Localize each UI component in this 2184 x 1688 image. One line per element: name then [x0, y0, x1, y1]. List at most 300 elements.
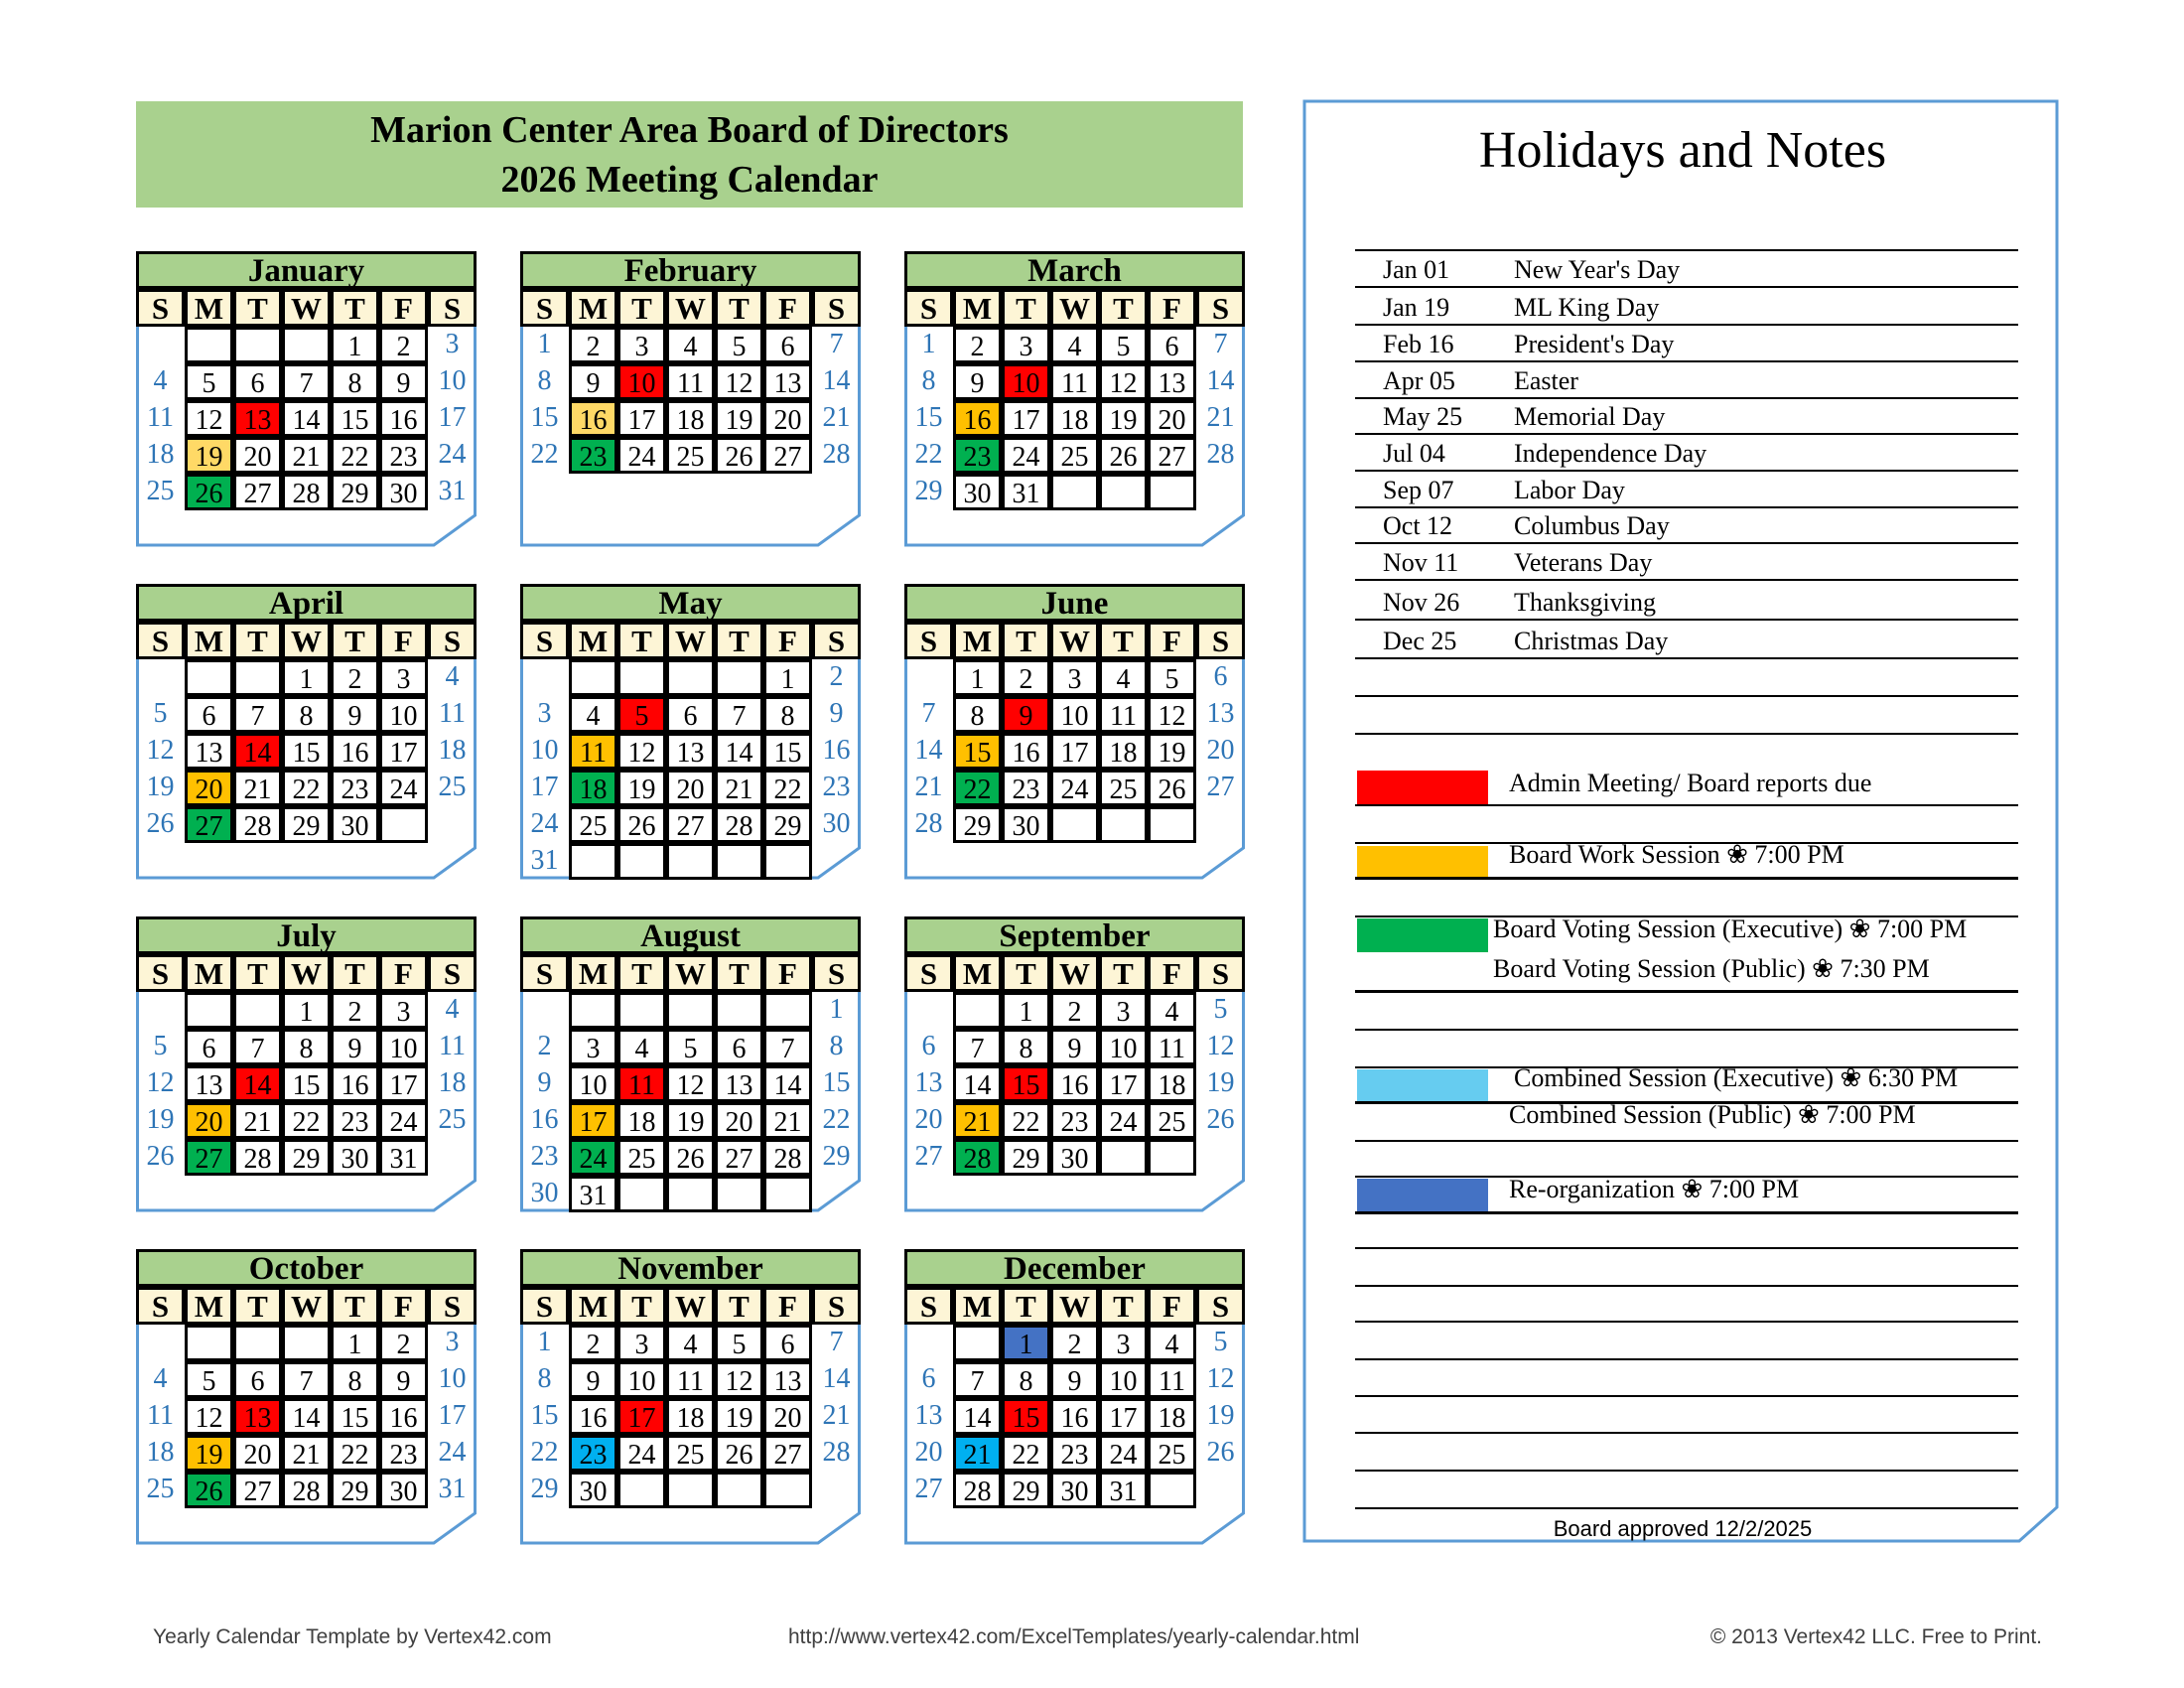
day-cell: 30	[331, 806, 379, 843]
day-cell: 26	[617, 806, 666, 843]
day-cell: 8	[282, 1029, 331, 1065]
weekday-header	[136, 1287, 477, 1325]
day-cell: 2	[569, 327, 617, 363]
day-cell: 9	[379, 1361, 428, 1398]
weekday-label: W	[282, 622, 331, 659]
holiday-date: Jan 01	[1383, 255, 1450, 284]
day-cell: 18	[146, 439, 175, 470]
day-cell: 19	[146, 772, 175, 802]
day-cell: 30	[379, 474, 428, 510]
weekday-label: F	[379, 954, 428, 992]
weekday-label: M	[185, 1287, 233, 1325]
legend-swatch-combined	[1357, 1069, 1488, 1103]
day-cell: 18	[666, 400, 715, 437]
day-cell: 6	[921, 1031, 936, 1061]
day-cell: 25	[666, 437, 715, 474]
day-cell: 4	[1099, 659, 1148, 696]
day-cell: 5	[1148, 659, 1196, 696]
day-cell: 27	[185, 806, 233, 843]
day-cell: 12	[146, 735, 175, 766]
day-cell: 8	[953, 696, 1002, 733]
holiday-row	[1355, 288, 2018, 326]
day-cell: 11	[617, 1065, 666, 1102]
day-cell: 19	[1148, 733, 1196, 770]
day-cell: 27	[666, 806, 715, 843]
empty-day-cell	[136, 992, 185, 1029]
day-cell: 28	[233, 806, 282, 843]
weekday-label: T	[233, 622, 282, 659]
day-cell: 24	[379, 1102, 428, 1139]
day-cell: 19	[715, 1398, 763, 1435]
day-cell: 1	[763, 659, 812, 696]
month-calendar	[520, 251, 861, 547]
empty-day-cell	[1148, 1472, 1196, 1508]
day-cell: 25	[146, 1474, 175, 1504]
holiday-row	[1355, 325, 2018, 362]
day-cell: 7	[953, 1361, 1002, 1398]
day-cell: 28	[822, 439, 851, 470]
weekday-label: F	[1148, 622, 1196, 659]
day-cell: 21	[822, 1400, 851, 1431]
notes-rule	[1355, 1140, 2018, 1142]
day-cell: 6	[185, 696, 233, 733]
day-cell: 17	[379, 733, 428, 770]
day-cell: 8	[921, 365, 936, 396]
notes-rule	[1355, 733, 2018, 735]
day-cell: 21	[914, 772, 943, 802]
legend-combined-exec: Combined Session (Executive) ❀ 6:30 PM	[1514, 1063, 1959, 1092]
empty-day-cell	[233, 1325, 282, 1361]
day-cell: 17	[617, 400, 666, 437]
day-cell: 3	[379, 992, 428, 1029]
day-cell: 24	[530, 808, 559, 839]
day-cell: 15	[331, 1398, 379, 1435]
day-cell: 4	[617, 1029, 666, 1065]
empty-day-cell	[812, 843, 861, 880]
day-cell: 20	[185, 770, 233, 806]
day-cell: 21	[715, 770, 763, 806]
day-cell: 20	[763, 1398, 812, 1435]
day-cell: 25	[1099, 770, 1148, 806]
weekday-header	[904, 954, 1245, 992]
empty-day-cell	[185, 1325, 233, 1361]
day-cell: 9	[569, 1361, 617, 1398]
weekday-header	[904, 289, 1245, 327]
weekday-label: W	[1050, 1287, 1099, 1325]
empty-day-cell	[953, 992, 1002, 1029]
day-cell: 11	[1099, 696, 1148, 733]
day-cell: 31	[379, 1139, 428, 1176]
empty-day-cell	[428, 806, 477, 843]
day-cell: 24	[438, 1437, 467, 1468]
empty-day-cell	[617, 992, 666, 1029]
empty-day-cell	[136, 327, 185, 363]
weekday-label: S	[1196, 622, 1245, 659]
day-cell: 19	[185, 437, 233, 474]
day-cell: 16	[1050, 1065, 1099, 1102]
day-cell: 17	[1099, 1398, 1148, 1435]
day-cell: 5	[185, 1361, 233, 1398]
day-cell: 27	[1206, 772, 1235, 802]
day-cell: 23	[331, 1102, 379, 1139]
holiday-name: Columbus Day	[1514, 511, 1670, 540]
empty-day-cell	[520, 992, 569, 1029]
day-cell: 12	[185, 1398, 233, 1435]
day-cell: 1	[829, 994, 844, 1025]
holiday-date: Jul 04	[1383, 439, 1445, 468]
month-calendar	[136, 916, 477, 1212]
day-cell: 7	[282, 363, 331, 400]
day-cell: 10	[379, 696, 428, 733]
day-cell: 10	[617, 363, 666, 400]
day-cell: 1	[282, 659, 331, 696]
weekday-label: M	[185, 622, 233, 659]
day-cell: 1	[921, 329, 936, 359]
day-cell: 6	[763, 1325, 812, 1361]
weekday-label: T	[617, 289, 666, 327]
day-cell: 28	[914, 808, 943, 839]
day-cell: 18	[438, 735, 467, 766]
day-cell: 20	[185, 1102, 233, 1139]
day-cell: 9	[829, 698, 844, 729]
weekday-label: M	[953, 622, 1002, 659]
day-cell: 23	[1050, 1102, 1099, 1139]
day-cell: 5	[617, 696, 666, 733]
day-cell: 9	[569, 363, 617, 400]
day-cell: 26	[1148, 770, 1196, 806]
footer-url: http://www.vertex42.com/ExcelTemplates/yearly-calendar.html	[788, 1625, 1360, 1648]
day-cell: 6	[763, 327, 812, 363]
day-cell: 13	[233, 1398, 282, 1435]
day-cell: 13	[914, 1400, 943, 1431]
day-cell: 22	[1002, 1102, 1050, 1139]
day-cell: 20	[763, 400, 812, 437]
weekday-header	[520, 954, 861, 992]
day-cell: 20	[666, 770, 715, 806]
day-cell: 4	[1050, 327, 1099, 363]
day-cell: 12	[715, 1361, 763, 1398]
day-cell: 8	[537, 1363, 552, 1394]
day-cell: 14	[233, 1065, 282, 1102]
empty-day-cell	[282, 1325, 331, 1361]
day-cell: 16	[1002, 733, 1050, 770]
month-name: June	[904, 584, 1245, 622]
day-cell: 11	[439, 698, 466, 729]
day-cell: 22	[282, 770, 331, 806]
day-cell: 14	[763, 1065, 812, 1102]
day-cell: 8	[1002, 1029, 1050, 1065]
empty-day-cell	[569, 992, 617, 1029]
day-cell: 17	[438, 402, 467, 433]
day-cell: 24	[1050, 770, 1099, 806]
legend-voting-exec: Board Voting Session (Executive) ❀ 7:00 PM	[1493, 914, 1968, 943]
holiday-name: President's Day	[1514, 330, 1675, 358]
day-cell: 1	[1002, 992, 1050, 1029]
day-cell: 26	[1206, 1437, 1235, 1468]
day-cell: 4	[1148, 992, 1196, 1029]
empty-day-cell	[1099, 806, 1148, 843]
day-cell: 28	[953, 1139, 1002, 1176]
day-cell: 20	[1148, 400, 1196, 437]
empty-day-cell	[904, 659, 953, 696]
month-name: January	[136, 251, 477, 289]
day-cell: 24	[379, 770, 428, 806]
weekday-label: T	[1099, 622, 1148, 659]
day-cell: 5	[715, 327, 763, 363]
day-cell: 15	[914, 402, 943, 433]
weekday-label: S	[136, 1287, 185, 1325]
day-cell: 29	[763, 806, 812, 843]
day-cell: 25	[617, 1139, 666, 1176]
day-cell: 31	[530, 845, 559, 876]
weekday-label: T	[233, 954, 282, 992]
month-name: September	[904, 916, 1245, 954]
weekday-label: W	[666, 954, 715, 992]
day-cell: 16	[569, 1398, 617, 1435]
day-cell: 11	[666, 1361, 715, 1398]
day-cell: 14	[282, 1398, 331, 1435]
day-cell: 25	[1148, 1435, 1196, 1472]
empty-day-cell	[136, 659, 185, 696]
holiday-row	[1355, 583, 2018, 621]
legend-voting-public: Board Voting Session (Public) ❀ 7:30 PM	[1493, 954, 1930, 983]
empty-day-cell	[953, 1325, 1002, 1361]
holiday-row	[1355, 397, 2018, 435]
day-cell: 17	[1099, 1065, 1148, 1102]
notes-rule	[1355, 1395, 2018, 1397]
day-cell: 25	[438, 772, 467, 802]
holiday-date: Oct 12	[1383, 511, 1453, 540]
day-cell: 23	[953, 437, 1002, 474]
legend-reorg: Re-organization ❀ 7:00 PM	[1509, 1175, 1800, 1203]
day-cell: 15	[282, 1065, 331, 1102]
day-cell: 25	[146, 476, 175, 506]
day-cell: 23	[379, 437, 428, 474]
day-cell: 27	[763, 1435, 812, 1472]
weekday-label: M	[569, 622, 617, 659]
day-cell: 4	[666, 1325, 715, 1361]
weekday-label: T	[233, 289, 282, 327]
day-cell: 2	[331, 992, 379, 1029]
holiday-row	[1355, 471, 2018, 508]
month-name: November	[520, 1249, 861, 1287]
day-cell: 27	[715, 1139, 763, 1176]
day-cell: 14	[822, 365, 851, 396]
day-cell: 18	[569, 770, 617, 806]
empty-day-cell	[617, 1176, 666, 1212]
day-cell: 15	[1002, 1065, 1050, 1102]
weekday-label: T	[617, 622, 666, 659]
weekday-label: F	[763, 622, 812, 659]
empty-day-cell	[715, 1176, 763, 1212]
day-cell: 1	[282, 992, 331, 1029]
month-name: October	[136, 1249, 477, 1287]
weekday-label: M	[569, 289, 617, 327]
day-cell: 12	[1206, 1031, 1235, 1061]
notes-rule	[1355, 1211, 2018, 1214]
weekday-label: M	[569, 954, 617, 992]
empty-day-cell	[617, 1472, 666, 1508]
day-cell: 8	[763, 696, 812, 733]
day-cell: 5	[1213, 994, 1228, 1025]
empty-day-cell	[763, 992, 812, 1029]
day-cell: 25	[1148, 1102, 1196, 1139]
day-cell: 16	[569, 400, 617, 437]
month-name: December	[904, 1249, 1245, 1287]
day-cell: 30	[379, 1472, 428, 1508]
day-cell: 12	[146, 1067, 175, 1098]
weekday-header	[520, 1287, 861, 1325]
weekday-header	[520, 622, 861, 659]
day-cell: 8	[282, 696, 331, 733]
day-cell: 18	[1050, 400, 1099, 437]
empty-day-cell	[763, 1472, 812, 1508]
day-cell: 21	[822, 402, 851, 433]
day-cell: 2	[379, 327, 428, 363]
day-cell: 30	[569, 1472, 617, 1508]
day-cell: 6	[666, 696, 715, 733]
notes-rule	[1355, 1358, 2018, 1360]
empty-day-cell	[569, 659, 617, 696]
day-cell: 15	[953, 733, 1002, 770]
weekday-label: S	[904, 1287, 953, 1325]
empty-day-cell	[1050, 474, 1099, 510]
weekday-label: F	[763, 1287, 812, 1325]
day-cell: 29	[282, 806, 331, 843]
day-cell: 17	[1002, 400, 1050, 437]
weekday-label: S	[520, 622, 569, 659]
empty-day-cell	[1196, 1472, 1245, 1508]
day-cell: 13	[666, 733, 715, 770]
weekday-label: S	[812, 289, 861, 327]
day-cell: 16	[530, 1104, 559, 1135]
day-cell: 11	[569, 733, 617, 770]
day-cell: 12	[1206, 1363, 1235, 1394]
day-cell: 4	[1148, 1325, 1196, 1361]
day-cell: 15	[331, 400, 379, 437]
day-cell: 15	[530, 402, 559, 433]
day-cell: 24	[1002, 437, 1050, 474]
weekday-label: S	[904, 954, 953, 992]
day-cell: 19	[185, 1435, 233, 1472]
day-cell: 7	[1213, 329, 1228, 359]
day-cell: 14	[1206, 365, 1235, 396]
day-cell: 14	[953, 1398, 1002, 1435]
day-cell: 27	[233, 474, 282, 510]
day-cell: 2	[537, 1031, 552, 1061]
holiday-date: Sep 07	[1383, 476, 1454, 504]
day-cell: 20	[914, 1104, 943, 1135]
empty-day-cell	[233, 992, 282, 1029]
day-cell: 26	[185, 474, 233, 510]
day-cell: 4	[666, 327, 715, 363]
day-cell: 21	[233, 1102, 282, 1139]
weekday-label: T	[1099, 289, 1148, 327]
day-cell: 16	[953, 400, 1002, 437]
day-cell: 31	[438, 1474, 467, 1504]
day-cell: 21	[953, 1102, 1002, 1139]
holiday-date: Nov 11	[1383, 548, 1459, 577]
empty-day-cell	[1196, 1139, 1245, 1176]
day-cell: 5	[153, 698, 168, 729]
empty-day-cell	[812, 1472, 861, 1508]
day-cell: 14	[953, 1065, 1002, 1102]
day-cell: 22	[1002, 1435, 1050, 1472]
day-cell: 28	[282, 474, 331, 510]
month-name: August	[520, 916, 861, 954]
day-cell: 27	[1148, 437, 1196, 474]
legend-admin: Admin Meeting/ Board reports due	[1509, 769, 1872, 797]
day-cell: 16	[379, 1398, 428, 1435]
day-cell: 2	[569, 1325, 617, 1361]
day-cell: 19	[715, 400, 763, 437]
day-cell: 14	[282, 400, 331, 437]
holiday-date: Feb 16	[1383, 330, 1454, 358]
weekday-label: W	[1050, 622, 1099, 659]
empty-day-cell	[185, 992, 233, 1029]
legend-swatch-reorg	[1357, 1179, 1488, 1212]
month-calendar	[904, 916, 1245, 1212]
day-cell: 27	[914, 1141, 943, 1172]
holiday-name: Easter	[1514, 366, 1578, 395]
empty-day-cell	[617, 843, 666, 880]
empty-day-cell	[763, 843, 812, 880]
weekday-label: S	[1196, 954, 1245, 992]
day-cell: 30	[1050, 1472, 1099, 1508]
day-cell: 6	[1148, 327, 1196, 363]
day-cell: 19	[146, 1104, 175, 1135]
day-cell: 25	[569, 806, 617, 843]
weekday-label: W	[666, 1287, 715, 1325]
day-cell: 20	[233, 1435, 282, 1472]
day-cell: 13	[233, 400, 282, 437]
holiday-name: Veterans Day	[1514, 548, 1653, 577]
weekday-label: S	[428, 1287, 477, 1325]
weekday-label: W	[282, 1287, 331, 1325]
day-cell: 8	[1002, 1361, 1050, 1398]
weekday-label: S	[812, 622, 861, 659]
day-cell: 13	[185, 1065, 233, 1102]
day-cell: 10	[530, 735, 559, 766]
day-cell: 2	[331, 659, 379, 696]
weekday-label: F	[379, 289, 428, 327]
day-cell: 23	[331, 770, 379, 806]
weekday-label: S	[520, 289, 569, 327]
empty-day-cell	[569, 843, 617, 880]
day-cell: 26	[715, 437, 763, 474]
day-cell: 28	[1206, 439, 1235, 470]
day-cell: 23	[569, 1435, 617, 1472]
holiday-name: Independence Day	[1514, 439, 1707, 468]
day-cell: 17	[569, 1102, 617, 1139]
weekday-label: T	[1002, 954, 1050, 992]
weekday-label: F	[379, 622, 428, 659]
day-cell: 3	[1099, 1325, 1148, 1361]
day-cell: 2	[1002, 659, 1050, 696]
day-cell: 19	[617, 770, 666, 806]
notes-rule	[1355, 1029, 2018, 1031]
day-cell: 23	[822, 772, 851, 802]
title-line-2: 2026 Meeting Calendar	[500, 159, 879, 201]
day-cell: 26	[1099, 437, 1148, 474]
day-cell: 15	[282, 733, 331, 770]
holiday-date: Nov 26	[1383, 588, 1460, 617]
weekday-label: T	[1002, 289, 1050, 327]
holiday-row	[1355, 434, 2018, 472]
day-cell: 23	[379, 1435, 428, 1472]
day-cell: 17	[379, 1065, 428, 1102]
empty-day-cell	[1099, 1139, 1148, 1176]
